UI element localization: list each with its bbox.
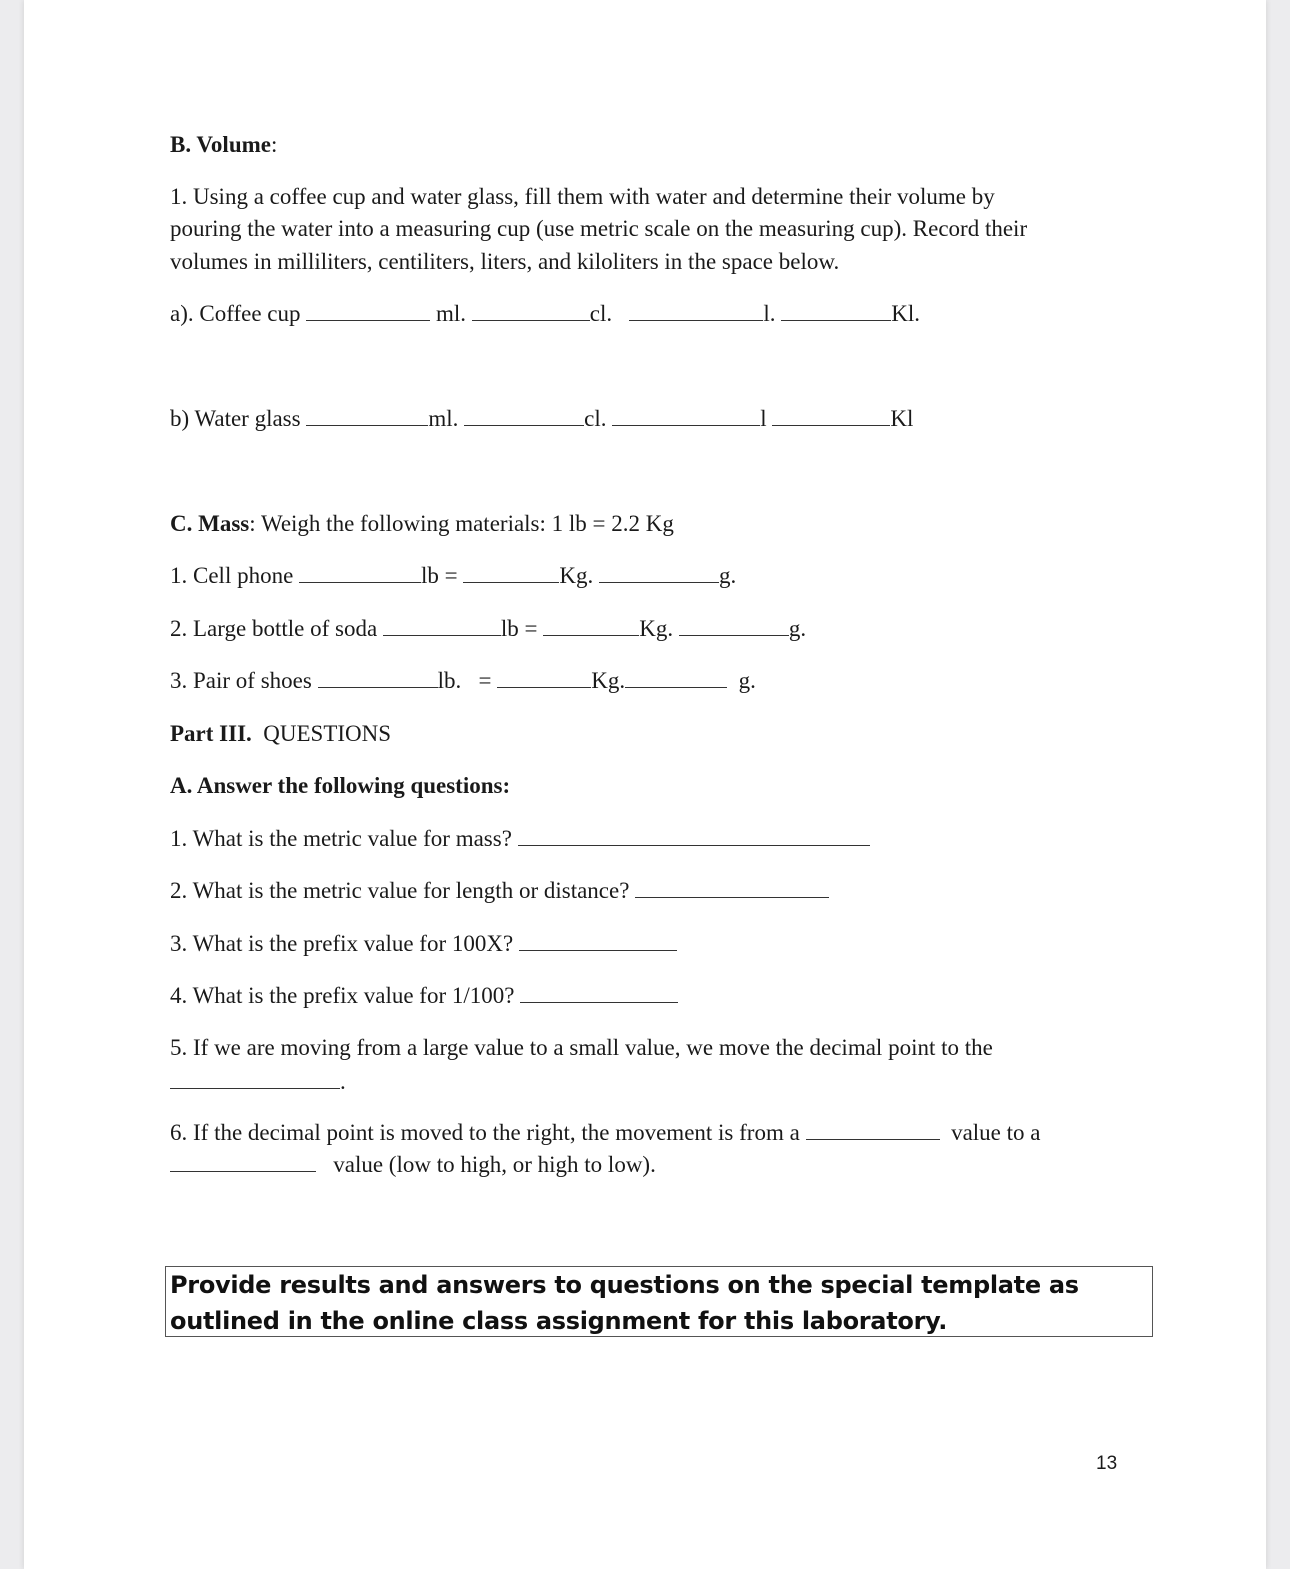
volume-q1-line-2: pouring the water into a measuring cup (use metric scale on the measuring cup). Record their (170, 216, 1028, 241)
q6-answer-blank-2[interactable] (170, 1153, 316, 1172)
water-l-unit: l (760, 406, 767, 431)
coffee-cl-unit: cl. (589, 301, 613, 326)
q2-answer-blank[interactable] (635, 879, 829, 898)
shoes-kg-blank[interactable] (497, 669, 591, 688)
g-unit: g. (719, 563, 737, 588)
shoes-g-blank[interactable] (625, 669, 727, 688)
cell-phone-lb-blank[interactable] (299, 564, 421, 583)
question-text: 2. What is the metric value for length or distance? (170, 878, 630, 903)
equals-sign: = (478, 668, 492, 693)
volume-q1-line-1: 1. Using a coffee cup and water glass, fill them with water and determine their volume by (170, 184, 995, 209)
question-text: 6. If the decimal point is moved to the right, the movement is from a (170, 1120, 800, 1145)
cell-phone-kg-blank[interactable] (463, 564, 559, 583)
water-cl-blank[interactable] (464, 407, 584, 426)
water-glass-label: b) Water glass (170, 406, 301, 431)
part3-heading: Part III. QUESTIONS (170, 721, 392, 746)
mass-item-label: 1. Cell phone (170, 563, 294, 588)
cell-phone-g-blank[interactable] (599, 564, 719, 583)
question-text: value (low to high, or high to low). (333, 1152, 656, 1177)
kg-unit: Kg. (559, 563, 594, 588)
q1-answer-blank[interactable] (518, 827, 870, 846)
water-l-blank[interactable] (612, 407, 760, 426)
coffee-l-blank[interactable] (629, 302, 763, 321)
lb-unit: lb = (500, 616, 538, 641)
question-6 (170, 1121, 1040, 1144)
question-5: 5. If we are moving from a large value to a small value, we move the decimal point to the (170, 1035, 993, 1060)
q5-answer-blank[interactable] (170, 1070, 340, 1089)
g-unit: g. (738, 668, 756, 693)
section-b-heading: B. Volume: (170, 132, 278, 157)
submission-note-box: Provide results and answers to questions on the special template as outlined in the online class assignment for this laboratory. (165, 1266, 1153, 1337)
coffee-kl-unit: Kl. (891, 301, 921, 326)
volume-q1-line-3: volumes in milliliters, centiliters, liters, and kiloliters in the space below. (170, 249, 840, 274)
soda-kg-blank[interactable] (543, 617, 639, 636)
question-6-continued (170, 1153, 656, 1176)
coffee-l-unit: l. (763, 301, 776, 326)
question-1 (170, 827, 870, 850)
water-cl-unit: cl. (584, 406, 607, 431)
coffee-cl-blank[interactable] (472, 302, 590, 321)
coffee-kl-blank[interactable] (781, 302, 891, 321)
shoes-lb-blank[interactable] (318, 669, 438, 688)
period: . (340, 1069, 346, 1094)
mass-row-soda (170, 617, 806, 640)
g-unit: g. (788, 616, 807, 641)
question-text: 3. What is the prefix value for 100X? (170, 931, 514, 956)
coffee-cup-row (170, 302, 920, 325)
water-glass-row (170, 407, 913, 430)
coffee-ml-blank[interactable] (306, 302, 430, 321)
water-kl-unit: Kl (890, 406, 914, 431)
q3-answer-blank[interactable] (519, 932, 677, 951)
question-text: 4. What is the prefix value for 1/100? (170, 983, 515, 1008)
coffee-ml-unit: ml. (436, 301, 467, 326)
mass-item-label: 2. Large bottle of soda (170, 616, 378, 641)
soda-g-blank[interactable] (679, 617, 789, 636)
lb-unit: lb. (437, 668, 462, 693)
kg-unit: Kg. (639, 616, 674, 641)
q6-answer-blank-1[interactable] (806, 1121, 940, 1140)
lb-unit: lb = (421, 563, 458, 588)
water-ml-unit: ml. (428, 406, 459, 431)
mass-row-shoes (170, 669, 756, 692)
soda-lb-blank[interactable] (383, 617, 501, 636)
page-number: 13 (1096, 1453, 1118, 1474)
mass-item-label: 3. Pair of shoes (170, 668, 312, 693)
section-c-heading: C. Mass: Weigh the following materials: 1 lb = 2.2 Kg (170, 511, 674, 536)
kg-unit: Kg. (591, 668, 626, 693)
water-ml-blank[interactable] (306, 407, 428, 426)
mass-row-cell-phone (170, 564, 736, 587)
question-3 (170, 932, 677, 955)
question-4 (170, 984, 678, 1007)
question-5-continued (170, 1070, 346, 1093)
question-2 (170, 879, 829, 902)
question-text: value to a (951, 1120, 1041, 1145)
part3-sub-heading: A. Answer the following questions: (170, 773, 511, 798)
water-kl-blank[interactable] (772, 407, 890, 426)
question-text: 1. What is the metric value for mass? (170, 826, 512, 851)
q4-answer-blank[interactable] (520, 984, 678, 1003)
coffee-cup-label: a). Coffee cup (170, 301, 301, 326)
